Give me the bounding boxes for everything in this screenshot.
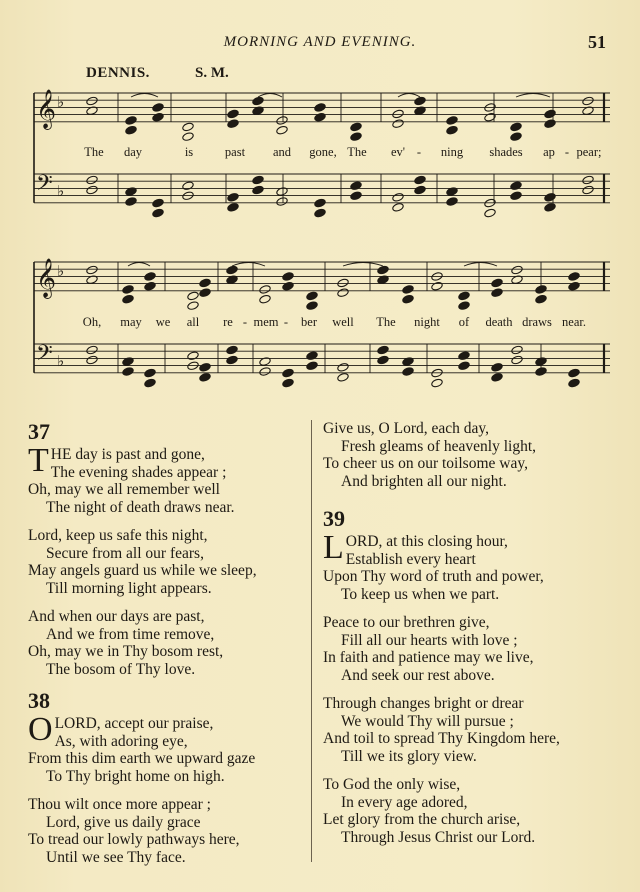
lyric-syllable: ev' xyxy=(390,145,406,159)
lyric-syllable: mem xyxy=(253,315,279,329)
flat-sign-icon: ♭ xyxy=(57,264,65,280)
verse-line: In faith and patience may we live, xyxy=(323,649,534,666)
note-head xyxy=(446,115,458,125)
note-head xyxy=(182,181,194,191)
note-head xyxy=(306,301,318,311)
note-head xyxy=(199,278,211,288)
dropcap: O xyxy=(28,711,53,748)
verse-line: Lord, give us daily grace xyxy=(46,813,201,831)
note-head xyxy=(446,125,458,135)
verse-line: To cheer us on our toilsome way, xyxy=(323,455,528,472)
verse-line: Through Jesus Christ our Lord. xyxy=(341,828,536,846)
lyric-syllable: draws xyxy=(522,315,552,329)
note-head xyxy=(144,368,156,378)
verse-line: Lord, keep us safe this night, xyxy=(28,527,208,544)
slur-mark xyxy=(232,263,265,267)
note-head xyxy=(226,345,238,355)
verse-line: Secure from all our fears, xyxy=(46,544,204,562)
note-head xyxy=(122,294,134,304)
note-head xyxy=(510,132,522,142)
flat-sign-icon: ♭ xyxy=(57,95,65,111)
note-head xyxy=(306,351,318,361)
lyric-syllable: Oh, xyxy=(82,315,102,329)
verse-text: ORD, at this closing hour, xyxy=(345,533,508,550)
note-head xyxy=(414,185,426,195)
note-head xyxy=(144,272,156,282)
verse-line: Fill all our hearts with love ; xyxy=(341,631,518,649)
note-head xyxy=(86,345,98,355)
note-head xyxy=(350,181,362,191)
note-head xyxy=(568,272,580,282)
note-head xyxy=(226,355,238,365)
verse-line: May angels guard us while we sleep, xyxy=(28,562,257,579)
lyric-syllable: well xyxy=(332,315,354,329)
note-head xyxy=(402,367,414,377)
verse-line: Give us, O Lord, each day, xyxy=(323,420,489,437)
hymn-number-37: 37 xyxy=(28,419,50,444)
note-head xyxy=(582,175,594,185)
note-head xyxy=(314,103,326,113)
flat-sign-icon: ♭ xyxy=(57,354,65,370)
running-head: MORNING AND EVENING. xyxy=(223,34,417,50)
left-column xyxy=(28,420,308,877)
note-head xyxy=(458,291,470,301)
slur-mark xyxy=(398,94,420,98)
note-head xyxy=(350,191,362,201)
verse-text: HE day is past and gone, xyxy=(50,446,205,463)
note-head xyxy=(510,122,522,132)
treble-clef-icon: 𝄞 xyxy=(36,89,57,129)
note-head xyxy=(86,355,98,365)
verse-line: And seek our rest above. xyxy=(341,666,495,684)
verse-line: And brighten all our night. xyxy=(341,472,507,490)
verse-line: And when our days are past, xyxy=(28,608,205,625)
hymn-number-39: 39 xyxy=(323,506,345,531)
music-score xyxy=(0,0,640,400)
lyric-syllable: re xyxy=(223,315,233,329)
note-head xyxy=(484,208,496,218)
lyric-syllable: The xyxy=(347,145,367,159)
note-head xyxy=(122,284,134,294)
verse-line: Establish every heart xyxy=(345,550,476,568)
lyric-syllable: we xyxy=(155,315,171,329)
verse-line: To keep us when we part. xyxy=(341,585,500,603)
verse-line: Until we see Thy face. xyxy=(46,848,186,866)
lyric-syllable: ber xyxy=(301,315,317,329)
lyric-syllable: may xyxy=(120,315,142,329)
lyric-syllable: of xyxy=(458,315,470,329)
note-head xyxy=(568,281,580,291)
note-head xyxy=(458,351,470,361)
slur-mark xyxy=(131,94,158,98)
note-head xyxy=(491,372,503,382)
note-head xyxy=(259,284,271,294)
note-head xyxy=(544,109,556,119)
bass-clef-icon: 𝄢 xyxy=(36,171,53,201)
hymn-39-stanza-2 xyxy=(323,614,623,684)
note-head xyxy=(199,288,211,298)
note-head xyxy=(282,281,294,291)
note-head xyxy=(377,355,389,365)
hymn-37-stanza-1 xyxy=(28,442,308,516)
verse-line: Upon Thy word of truth and power, xyxy=(323,568,544,585)
note-head xyxy=(510,181,522,191)
lyric-syllable: gone, xyxy=(309,145,337,159)
column-divider xyxy=(311,420,312,862)
note-head xyxy=(350,122,362,132)
verse-line: In every age adored, xyxy=(341,793,468,811)
note-head xyxy=(511,265,523,275)
lyric-syllable: is xyxy=(184,145,194,159)
note-head xyxy=(306,291,318,301)
hymn-38-stanza-1 xyxy=(28,711,308,785)
verse-line: Let glory from the church arise, xyxy=(323,811,521,828)
verse-line: To tread our lowly pathways here, xyxy=(28,831,240,848)
note-head xyxy=(337,362,349,372)
note-head xyxy=(414,175,426,185)
note-head xyxy=(431,281,443,291)
lyric-syllable: ap xyxy=(543,145,555,159)
verse-line: As, with adoring eye, xyxy=(54,732,188,750)
note-head xyxy=(337,372,349,382)
note-head xyxy=(187,291,199,301)
note-head xyxy=(252,185,264,195)
hymn-37-stanza-2 xyxy=(28,527,308,597)
verse-line: Oh, may we in Thy bosom rest, xyxy=(28,643,224,660)
note-head xyxy=(259,367,271,377)
hymn-37-stanza-3 xyxy=(28,608,308,678)
note-head xyxy=(392,119,404,129)
verse-line: Till we its glory view. xyxy=(341,747,477,765)
note-head xyxy=(568,378,580,388)
note-head xyxy=(392,192,404,202)
note-head xyxy=(458,301,470,311)
note-head xyxy=(402,294,414,304)
slur-mark xyxy=(464,263,497,267)
slur-mark xyxy=(516,94,550,98)
note-head xyxy=(414,96,426,106)
verse-line: We would Thy will pursue ; xyxy=(341,712,514,730)
dropcap: T xyxy=(28,442,49,479)
verse-line: And we from time remove, xyxy=(46,625,215,643)
verse-line: Till morning light appears. xyxy=(46,579,212,597)
note-head xyxy=(227,109,239,119)
note-head xyxy=(125,197,137,207)
note-head xyxy=(152,112,164,122)
verse-text: LORD, accept our praise, xyxy=(54,715,214,732)
lyric-syllable: - xyxy=(416,145,422,159)
slur-mark xyxy=(258,94,282,98)
verse-line: The evening shades appear ; xyxy=(50,463,227,481)
note-head xyxy=(282,272,294,282)
lyric-syllable: The xyxy=(376,315,396,329)
note-head xyxy=(182,122,194,132)
hymn-39-stanza-4 xyxy=(323,776,623,846)
lyric-syllable: night xyxy=(414,315,440,329)
lyric-syllable: past xyxy=(224,145,246,159)
note-head xyxy=(491,288,503,298)
verse-line: Fresh gleams of heavenly light, xyxy=(341,437,536,455)
note-head xyxy=(86,265,98,275)
lyric-syllable: and xyxy=(272,145,292,159)
verse-line: And toil to spread Thy Kingdom here, xyxy=(323,730,560,747)
note-head xyxy=(152,208,164,218)
lyric-syllable: day xyxy=(123,145,143,159)
note-head xyxy=(582,185,594,195)
note-head xyxy=(252,175,264,185)
lyrics-system-2 xyxy=(0,315,640,331)
note-head xyxy=(431,378,443,388)
verse-line: Peace to our brethren give, xyxy=(323,614,490,631)
note-head xyxy=(276,197,288,207)
hymn-number-38: 38 xyxy=(28,688,50,713)
note-head xyxy=(544,119,556,129)
note-head xyxy=(227,192,239,202)
note-head xyxy=(199,372,211,382)
note-head xyxy=(276,125,288,135)
note-head xyxy=(582,96,594,106)
note-head xyxy=(122,367,134,377)
note-head xyxy=(510,191,522,201)
lyric-syllable: all xyxy=(186,315,200,329)
note-head xyxy=(152,103,164,113)
note-head xyxy=(187,351,199,361)
lyric-syllable: shades xyxy=(489,145,523,159)
note-head xyxy=(259,294,271,304)
note-head xyxy=(392,109,404,119)
hymn-38-stanza-2 xyxy=(28,796,308,866)
note-head xyxy=(350,132,362,142)
verse-line: To Thy bright home on high. xyxy=(46,767,225,785)
verse-line: The bosom of Thy love. xyxy=(46,660,196,678)
note-head xyxy=(377,265,389,275)
note-head xyxy=(314,198,326,208)
note-head xyxy=(86,96,98,106)
note-head xyxy=(314,208,326,218)
note-head xyxy=(144,378,156,388)
verse-line: Through changes bright or drear xyxy=(323,695,524,712)
note-head xyxy=(511,355,523,365)
bass-clef-icon: 𝄢 xyxy=(36,341,53,371)
flat-sign-icon: ♭ xyxy=(57,184,65,200)
note-head xyxy=(125,125,137,135)
tune-meter: S. M. xyxy=(195,65,229,81)
verse-line: The night of death draws near. xyxy=(46,498,235,516)
hymn-38-stanza-3 xyxy=(323,420,623,490)
note-head xyxy=(144,281,156,291)
slur-mark xyxy=(343,263,383,267)
note-head xyxy=(86,175,98,185)
note-head xyxy=(392,202,404,212)
note-head xyxy=(199,362,211,372)
note-head xyxy=(544,202,556,212)
lyric-syllable: - xyxy=(283,315,289,329)
verse-line: To God the only wise, xyxy=(323,776,461,793)
note-head xyxy=(282,368,294,378)
note-head xyxy=(544,192,556,202)
note-head xyxy=(187,301,199,311)
verse-line: Thou wilt once more appear ; xyxy=(28,796,211,813)
lyric-syllable: - xyxy=(564,145,570,159)
slur-mark xyxy=(128,263,150,267)
note-head xyxy=(252,96,264,106)
note-head xyxy=(227,119,239,129)
lyric-syllable: near. xyxy=(562,315,586,329)
dropcap: L xyxy=(323,529,344,566)
note-head xyxy=(535,284,547,294)
note-head xyxy=(491,278,503,288)
note-head xyxy=(182,132,194,142)
hymn-39-stanza-3 xyxy=(323,695,623,765)
note-head xyxy=(226,265,238,275)
note-head xyxy=(535,367,547,377)
note-head xyxy=(568,368,580,378)
lyric-syllable: pear; xyxy=(576,145,602,159)
note-head xyxy=(511,345,523,355)
verse-line: Oh, may we all remember well xyxy=(28,481,220,498)
right-column xyxy=(323,420,623,857)
hymn-39-stanza-1 xyxy=(323,529,623,603)
note-head xyxy=(337,288,349,298)
note-head xyxy=(491,362,503,372)
treble-clef-icon: 𝄞 xyxy=(36,258,57,298)
tune-name: DENNIS. xyxy=(86,65,150,81)
note-head xyxy=(314,112,326,122)
note-head xyxy=(152,198,164,208)
note-head xyxy=(125,115,137,125)
note-head xyxy=(86,185,98,195)
lyrics-system-1 xyxy=(0,145,640,161)
note-head xyxy=(402,284,414,294)
note-head xyxy=(535,294,547,304)
note-head xyxy=(446,197,458,207)
lyric-syllable: The xyxy=(84,145,104,159)
lyric-syllable: ning xyxy=(440,145,464,159)
note-head xyxy=(276,115,288,125)
note-head xyxy=(227,202,239,212)
note-head xyxy=(377,345,389,355)
note-head xyxy=(282,378,294,388)
note-head xyxy=(306,361,318,371)
note-head xyxy=(458,361,470,371)
page-number: 51 xyxy=(588,32,606,52)
verse-line: From this dim earth we upward gaze xyxy=(28,750,256,767)
lyric-syllable: - xyxy=(242,315,248,329)
lyric-syllable: death xyxy=(485,315,513,329)
note-head xyxy=(337,278,349,288)
